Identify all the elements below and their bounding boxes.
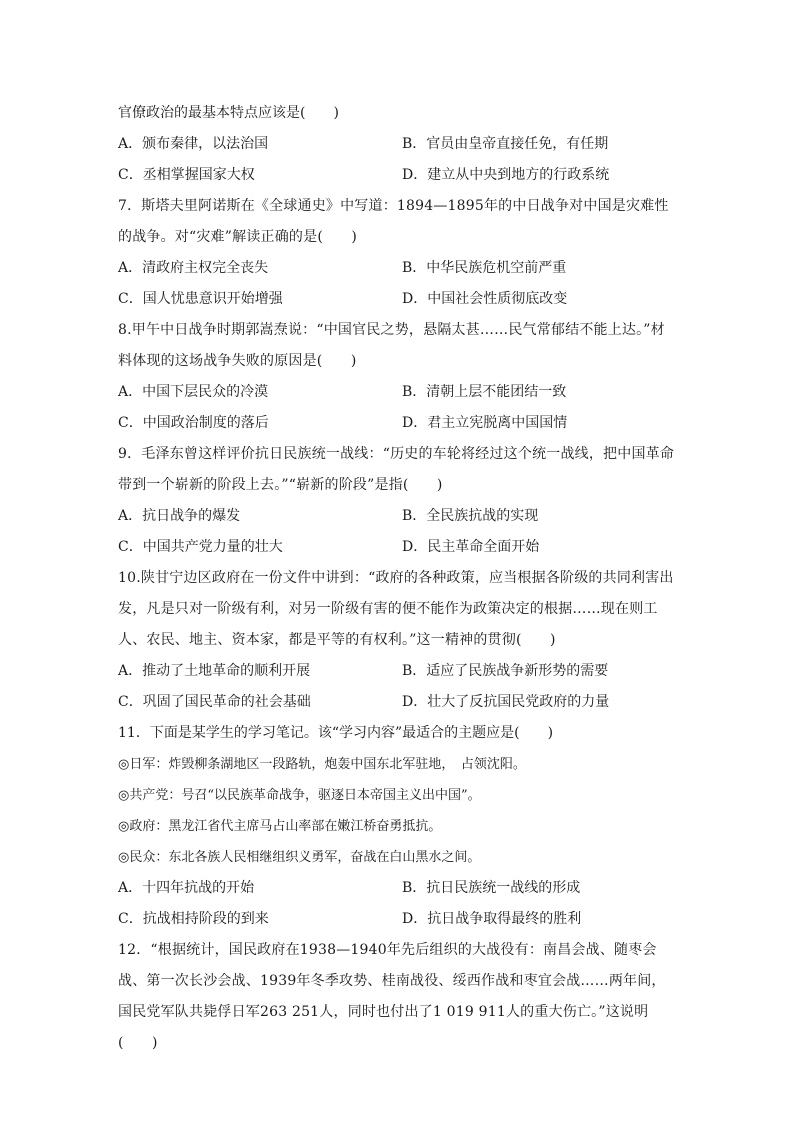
question-8-options-row-1	[118, 377, 678, 408]
question-6-stem: 官僚政治的最基本特点应该是( )	[118, 105, 339, 121]
option-d: D．中国社会性质彻底改变	[402, 291, 568, 307]
option-b: B．官员由皇帝直接任免，有任期	[402, 136, 609, 152]
question-7-options-row-1	[118, 253, 678, 284]
option-c: C．抗战相持阶段的到来	[118, 911, 269, 927]
option-b: B．中华民族危机空前严重	[402, 260, 567, 276]
question-11-options-row-1	[118, 873, 678, 904]
question-7-stem: 7．斯塔夫里阿诺斯在《全球通史》中写道：1894—1895年的中日战争对中国是灾难性的战争。对“灾难”解读正确的是( )	[118, 198, 669, 245]
question-8-options-row-2	[118, 408, 678, 439]
question-11-stem: 11．下面是某学生的学习笔记。该“学习内容”最适合的主题应是( )	[118, 725, 554, 741]
option-c: C．中国政治制度的落后	[118, 415, 269, 431]
option-a: A．推动了土地革命的顺利开展	[118, 663, 311, 679]
option-b: B．清朝上层不能团结一致	[402, 384, 567, 400]
option-c: C．丞相掌握国家大权	[118, 167, 255, 183]
question-9-options-row-2	[118, 532, 678, 563]
option-c: C．巩固了国民革命的社会基础	[118, 694, 311, 710]
question-7-options-row-2	[118, 284, 678, 315]
option-a: A．十四年抗战的开始	[118, 880, 255, 896]
option-a: A．抗日战争的爆发	[118, 508, 241, 524]
question-9-options-row-1	[118, 501, 678, 532]
question-6-options-row-1	[118, 129, 678, 160]
option-b: B．适应了民族战争新形势的需要	[402, 663, 609, 679]
option-d: D．建立从中央到地方的行政系统	[402, 167, 610, 183]
question-8-stem: 8.甲午中日战争时期郭嵩焘说：“中国官民之势，悬隔太甚……民气常郁结不能上达。”材料体现的这场战争失败的原因是( )	[118, 322, 665, 369]
exam-page	[118, 98, 678, 1059]
option-b: B．全民族抗战的实现	[402, 508, 539, 524]
question-11-options-row-2	[118, 904, 678, 935]
option-c: C．中国共产党力量的壮大	[118, 539, 283, 555]
study-note-item: ◎政府：黑龙江省代主席马占山率部在嫩江桥奋勇抵抗。	[118, 819, 442, 834]
option-a: A．颁布秦律，以法治国	[118, 136, 269, 152]
question-9-stem: 9．毛泽东曾这样评价抗日民族统一战线：“历史的车轮将经过这个统一战线，把中国革命带到一个崭新的阶段上去。”“崭新的阶段”是指( )	[118, 446, 675, 493]
option-a: A．清政府主权完全丧失	[118, 260, 269, 276]
option-d: D．壮大了反抗国民党政府的力量	[402, 694, 610, 710]
option-b: B．抗日民族统一战线的形成	[402, 880, 581, 896]
study-note-item: ◎日军：炸毁柳条湖地区一段路轨，炮轰中国东北军驻地， 占领沈阳。	[118, 757, 526, 772]
option-d: D．君主立宪脱离中国国情	[402, 415, 568, 431]
study-note-item: ◎共产党：号召“以民族革命战争，驱逐日本帝国主义出中国”。	[118, 788, 481, 803]
option-c: C．国人忧患意识开始增强	[118, 291, 283, 307]
option-d: D．民主革命全面开始	[402, 539, 540, 555]
question-10-options-row-2	[118, 687, 678, 718]
question-10-stem: 10.陕甘宁边区政府在一份文件中讲到：“政府的各种政策，应当根据各阶级的共同利害出发，凡是只对一阶级有利，对另一阶级有害的便不能作为政策决定的根据……现在则工人、农民、地主、资本家，都是平等的有权利。”这一精神的贯彻( )	[118, 570, 674, 648]
question-10-options-row-1	[118, 656, 678, 687]
question-6-options-row-2	[118, 160, 678, 191]
question-12-stem: 12．“根据统计，国民政府在1938—1940年先后组织的大战役有：南昌会战、随枣会战、第一次长沙会战、1939年冬季攻势、桂南战役、绥西作战和枣宜会战……两年间，国民党军队共毙俘日军263 251人，同时也付出了1 019 911人的重大伤亡。”这说明( )	[118, 942, 666, 1051]
option-d: D．抗日战争取得最终的胜利	[402, 911, 582, 927]
study-note-item: ◎民众：东北各族人民相继组织义勇军，奋战在白山黑水之间。	[118, 850, 481, 865]
option-a: A．中国下层民众的冷漠	[118, 384, 269, 400]
